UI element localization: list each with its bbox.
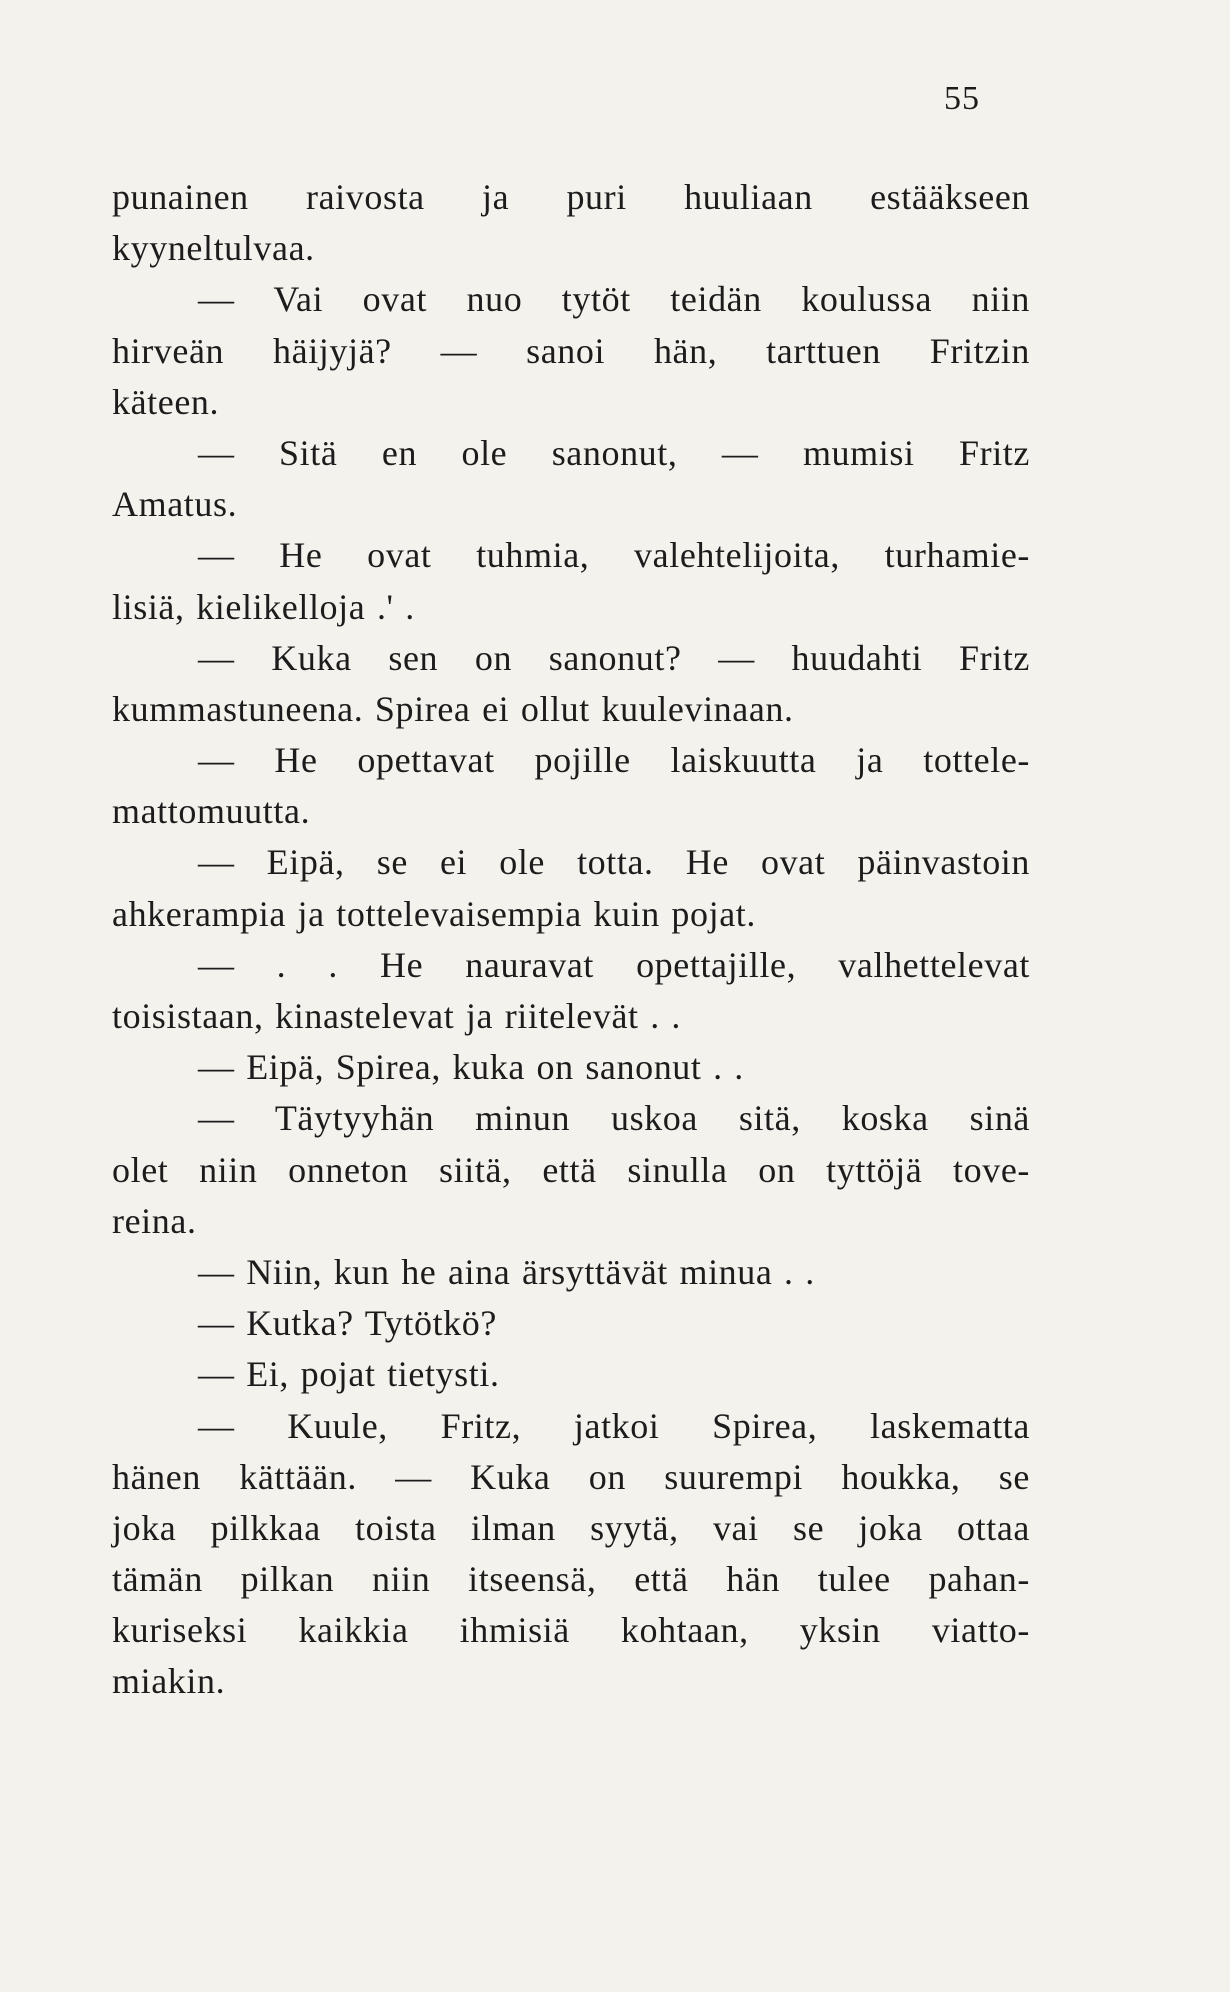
text-line: — Kuka sen on sanonut? — huudahti Fritz: [198, 637, 1030, 678]
text-line: tämän pilkan niin itseensä, että hän tulee pahan-: [112, 1559, 1030, 1600]
text-line: miakin.: [112, 1661, 226, 1702]
text-line: lisiä, kielikelloja .' .: [112, 586, 415, 627]
text-line: kuriseksi kaikkia ihmisiä kohtaan, yksin viatto-: [112, 1610, 1030, 1651]
text-line: — Niin, kun he aina ärsyttävät minua . .: [198, 1251, 815, 1292]
text-line: — Vai ovat nuo tytöt teidän koulussa niin: [198, 279, 1030, 320]
text-line: joka pilkkaa toista ilman syytä, vai se joka ottaa: [112, 1507, 1030, 1548]
text-line: olet niin onneton siitä, että sinulla on tyttöjä tove-: [112, 1149, 1030, 1190]
text-line: mattomuutta.: [112, 791, 311, 832]
text-line: kummastuneena. Spirea ei ollut kuulevinaan.: [112, 688, 794, 729]
text-line: — He ovat tuhmia, valehtelijoita, turhamie-: [198, 535, 1030, 576]
text-line: — Eipä, Spirea, kuka on sanonut . .: [198, 1047, 744, 1088]
text-line: hänen kättään. — Kuka on suurempi houkka, se: [112, 1456, 1030, 1497]
text-line: ahkerampia ja tottelevaisempia kuin pojat.: [112, 893, 756, 934]
text-line: — He opettavat pojille laiskuutta ja tottele-: [198, 740, 1030, 781]
text-line: — Sitä en ole sanonut, — mumisi Fritz: [198, 432, 1030, 473]
body-text: [112, 172, 1030, 1708]
text-line: — Täytyyhän minun uskoa sitä, koska sinä: [198, 1098, 1030, 1139]
text-line: punainen raivosta ja puri huuliaan estääkseen: [112, 177, 1030, 217]
text-line: — . . He nauravat opettajille, valhettelevat: [198, 944, 1030, 985]
text-line: — Kuule, Fritz, jatkoi Spirea, laskematta: [198, 1405, 1030, 1446]
text-line: reina.: [112, 1200, 197, 1241]
text-line: — Eipä, se ei ole totta. He ovat päinvastoin: [198, 842, 1030, 883]
text-line: toisistaan, kinastelevat ja riitelevät . .: [112, 996, 682, 1036]
page-number: 55: [944, 80, 980, 117]
text-line: — Kutka? Tytötkö?: [198, 1303, 497, 1344]
text-line: käteen.: [112, 381, 220, 422]
text-line: kyyneltulvaa.: [112, 228, 315, 269]
text-line: — Ei, pojat tietysti.: [198, 1354, 500, 1395]
text-line: Amatus.: [112, 484, 238, 525]
text-line: hirveän häijyjä? — sanoi hän, tarttuen Fritzin: [112, 330, 1030, 371]
